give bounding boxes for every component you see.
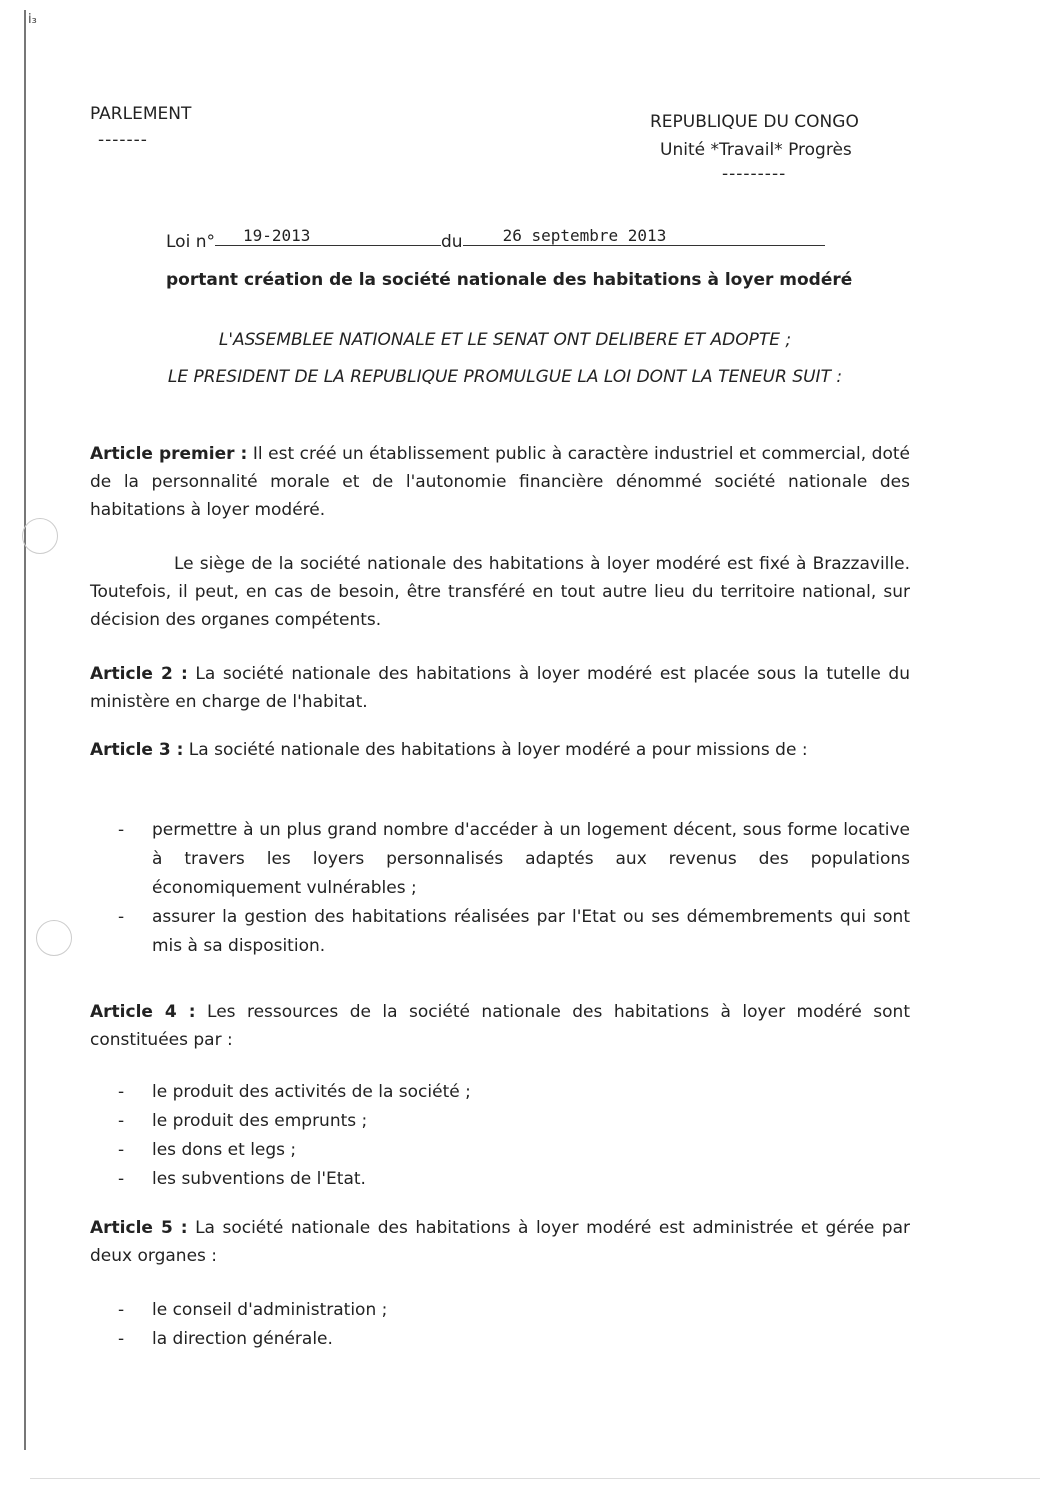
header-left-dashes: ------- bbox=[98, 130, 148, 150]
article-2-text: La société nationale des habitations à loyer modéré est placée sous la tutelle du ministère en charge de l'habitat. bbox=[90, 664, 910, 712]
article-4-label: Article 4 : bbox=[90, 1002, 196, 1022]
law-reference-line bbox=[166, 226, 825, 252]
list-item: - le produit des emprunts ; bbox=[118, 1107, 910, 1136]
list-item: - le conseil d'administration ; bbox=[118, 1296, 910, 1325]
header-right-dashes: --------- bbox=[722, 164, 787, 184]
article-4 bbox=[90, 998, 910, 1054]
article-4-list bbox=[118, 1078, 910, 1194]
article-1 bbox=[90, 440, 910, 524]
article-1-paragraph-2: Le siège de la société nationale des habitations à loyer modéré est fixé à Brazzaville. Toutefois, il peut, en cas de besoin, être transféré en tout autre lieu du territoire national, sur décision des organes compétents. bbox=[90, 554, 910, 630]
article-4-text: Les ressources de la société nationale des habitations à loyer modéré sont constituées par : bbox=[90, 1002, 910, 1050]
scan-edge-line bbox=[24, 10, 26, 1450]
law-number-label: Loi n° bbox=[166, 232, 215, 252]
list-item: - permettre à un plus grand nombre d'accéder à un logement décent, sous forme locative à travers les loyers personnalisés adaptés aux revenus des populations économiquement vulnérables ; bbox=[118, 816, 910, 903]
article-3-text: La société nationale des habitations à loyer modéré a pour missions de : bbox=[183, 740, 808, 760]
punch-hole-mark bbox=[22, 518, 58, 554]
preamble-line-2: LE PRESIDENT DE LA REPUBLIQUE PROMULGUE LA LOI DONT LA TENEUR SUIT : bbox=[167, 367, 843, 387]
article-5-label: Article 5 : bbox=[90, 1218, 188, 1238]
list-item: - la direction générale. bbox=[118, 1325, 910, 1354]
list-item: - assurer la gestion des habitations réalisées par l'Etat ou ses démembrements qui sont mis à sa disposition. bbox=[118, 903, 910, 961]
article-5-list bbox=[118, 1296, 910, 1354]
law-number: 19-2013 bbox=[215, 226, 441, 246]
scan-bottom-edge bbox=[30, 1478, 1040, 1479]
article-5 bbox=[90, 1214, 910, 1270]
national-motto: Unité *Travail* Progrès bbox=[660, 140, 852, 160]
law-date: 26 septembre 2013 bbox=[463, 226, 825, 246]
article-3-label: Article 3 : bbox=[90, 740, 184, 760]
article-3-list bbox=[118, 816, 910, 961]
list-item: - les dons et legs ; bbox=[118, 1136, 910, 1165]
scan-artifact-mark: ⅰ₃ bbox=[28, 12, 37, 27]
list-item: - le produit des activités de la société ; bbox=[118, 1078, 910, 1107]
article-1-text: Il est créé un établissement public à caractère industriel et commercial, doté de la personnalité morale et de l'autonomie financière dénommé société nationale des habitations à loyer modéré. bbox=[90, 444, 910, 520]
article-1-label: Article premier : bbox=[90, 444, 248, 464]
header-right bbox=[650, 112, 900, 184]
list-item: - les subventions de l'Etat. bbox=[118, 1165, 910, 1194]
article-3 bbox=[90, 736, 910, 764]
law-subtitle: portant création de la société nationale des habitations à loyer modéré bbox=[166, 270, 853, 290]
law-date-label: du bbox=[440, 232, 463, 252]
parliament-title: PARLEMENT bbox=[90, 104, 192, 124]
header-left bbox=[90, 104, 191, 150]
republic-title: REPUBLIQUE DU CONGO bbox=[650, 112, 859, 132]
punch-hole-mark bbox=[36, 920, 72, 956]
article-2-label: Article 2 : bbox=[90, 664, 188, 684]
article-5-text: La société nationale des habitations à loyer modéré est administrée et gérée par deux organes : bbox=[90, 1218, 910, 1266]
preamble-line-1: L'ASSEMBLEE NATIONALE ET LE SENAT ONT DELIBERE ET ADOPTE ; bbox=[218, 330, 792, 350]
article-2 bbox=[90, 660, 910, 716]
